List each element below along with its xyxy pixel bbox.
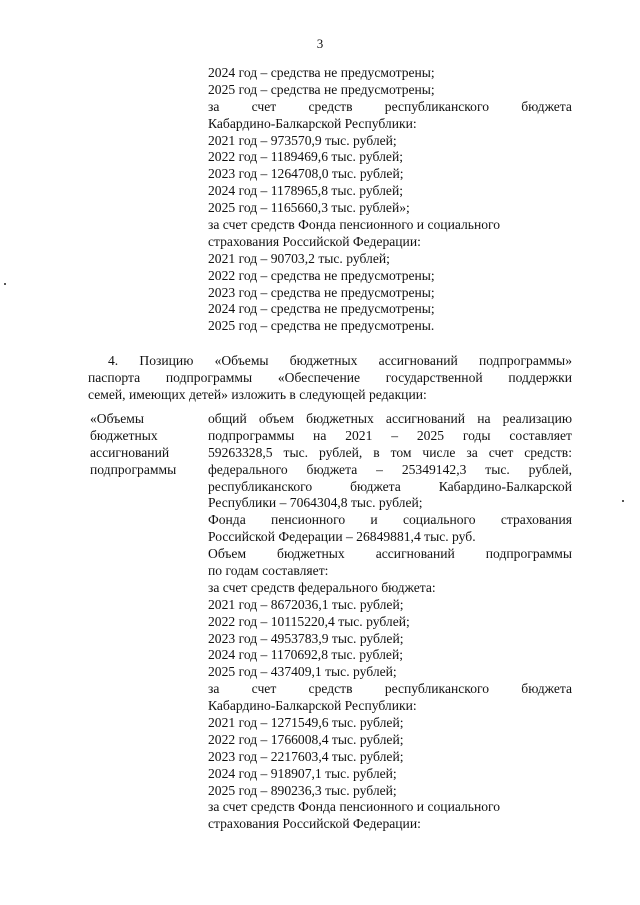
- text-line: 2025 год – 437409,1 тыс. рублей;: [208, 664, 397, 680]
- text-line: страхования Российской Федерации:: [208, 233, 421, 249]
- text-line: 2024 год – 918907,1 тыс. рублей;: [208, 765, 397, 781]
- text-line: 2025 год – 1165660,3 тыс. рублей»;: [208, 200, 410, 216]
- text-line: Республики – 7064304,8 тыс. рублей;: [208, 495, 423, 511]
- text-line: за счет средств Фонда пенсионного и социального: [208, 217, 501, 233]
- text-line: 2022 год – средства не предусмотрены;: [208, 267, 435, 283]
- text-line: Кабардино-Балкарской Республики:: [208, 698, 417, 714]
- label-line: бюджетных: [90, 427, 158, 443]
- text-line: 2022 год – 1189469,6 тыс. рублей;: [208, 149, 403, 165]
- passport-row-content: [208, 411, 572, 833]
- passport-row-label: [90, 411, 202, 479]
- text-line: республиканского бюджета Кабардино-Балкарской: [208, 478, 572, 494]
- text-line: 2021 год – 8672036,1 тыс. рублей;: [208, 596, 404, 612]
- word: республиканского: [384, 98, 489, 114]
- text-line: 2024 год – средства не предусмотрены;: [208, 301, 435, 317]
- text-line: 2022 год – 10115220,4 тыс. рублей;: [208, 613, 410, 629]
- scan-speck: [622, 500, 624, 502]
- word: счет: [251, 98, 277, 114]
- text-line: страхования Российской Федерации:: [208, 816, 421, 832]
- text-line: 2024 год – 1170692,8 тыс. рублей;: [208, 647, 403, 663]
- text-line: 2024 год – 1178965,8 тыс. рублей;: [208, 183, 403, 199]
- text-line: 2021 год – 90703,2 тыс. рублей;: [208, 250, 390, 266]
- text-line: 2023 год – 4953783,9 тыс. рублей;: [208, 630, 404, 646]
- text-line: федерального бюджета – 25349142,3 тыс. рублей,: [208, 461, 572, 477]
- word: средств: [308, 98, 353, 114]
- funding-continuation-list: [208, 65, 572, 335]
- text-line: 2023 год – 1264708,0 тыс. рублей;: [208, 166, 404, 182]
- text-line: за счет средств федерального бюджета:: [208, 579, 436, 595]
- text-line: 2021 год – 1271549,6 тыс. рублей;: [208, 715, 404, 731]
- text-line: за счет средств Фонда пенсионного и социального: [208, 799, 501, 815]
- text-line: 2023 год – 2217603,4 тыс. рублей;: [208, 748, 404, 764]
- word: за: [208, 98, 220, 114]
- word: бюджета: [521, 98, 572, 114]
- text-line: паспорта подпрограммы «Обеспечение государственной поддержки: [88, 369, 572, 385]
- text-line: подпрограммы на 2021 – 2025 годы составляет: [208, 427, 572, 443]
- label-line: ассигнований: [90, 444, 170, 460]
- text-line: Объем бюджетных ассигнований подпрограммы: [208, 546, 572, 562]
- page-number: 3: [316, 36, 324, 51]
- text-line: 2025 год – средства не предусмотрены.: [208, 318, 435, 334]
- text-line: 2025 год – 890236,3 тыс. рублей;: [208, 782, 397, 798]
- text-line: 2023 год – средства не предусмотрены;: [208, 284, 435, 300]
- text-line-justified: [208, 99, 572, 116]
- text-line: Российской Федерации – 26849881,4 тыс. руб.: [208, 529, 476, 545]
- text-line: Фонда пенсионного и социального страхования: [208, 512, 572, 528]
- scan-speck: [4, 283, 6, 285]
- text-line: общий объем бюджетных ассигнований на реализацию: [208, 411, 572, 426]
- label-line: «Объемы: [90, 411, 144, 426]
- text-line: 2024 год – средства не предусмотрены;: [208, 65, 435, 80]
- label-line: подпрограммы: [90, 461, 177, 477]
- text-line: по годам составляет:: [208, 563, 329, 579]
- text-line: 2021 год – 973570,9 тыс. рублей;: [208, 132, 397, 148]
- paragraph-4: [88, 353, 572, 404]
- text-line: за счет средств республиканского бюджета: [208, 681, 572, 697]
- text-line: 2025 год – средства не предусмотрены;: [208, 81, 435, 97]
- text-line: семей, имеющих детей» изложить в следующей редакции:: [88, 386, 427, 402]
- text-line: 2022 год – 1766008,4 тыс. рублей;: [208, 731, 404, 747]
- text-line: 59263328,5 тыс. рублей, в том числе за счет средств:: [208, 444, 572, 460]
- text-line: 4. Позицию «Объемы бюджетных ассигнований подпрограммы»: [108, 353, 572, 368]
- text-line: Кабардино-Балкарской Республики:: [208, 115, 417, 131]
